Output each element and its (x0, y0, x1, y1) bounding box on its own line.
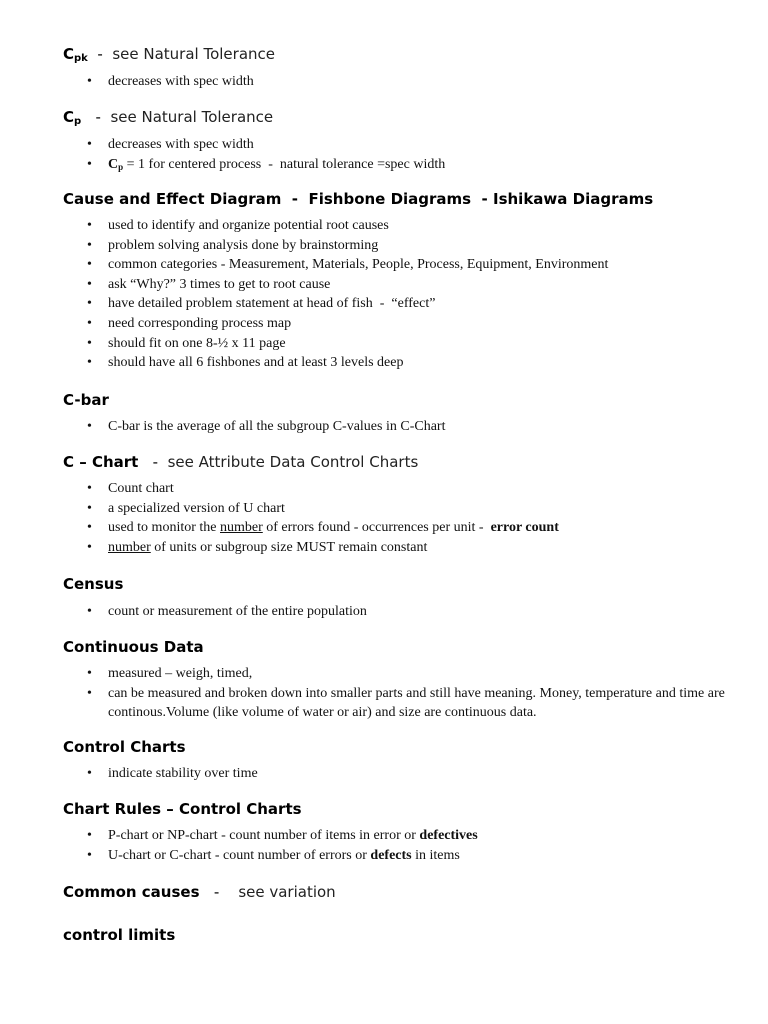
list-item: • Count chart (63, 479, 728, 499)
entry-term: Common causes (63, 883, 200, 901)
list-item: • should fit on one 8-½ x 11 page (63, 334, 728, 354)
bullet-list (63, 826, 728, 865)
entry-term: C – Chart (63, 453, 139, 471)
entry-heading (63, 637, 728, 657)
list-item: • common categories - Measurement, Materials, People, Process, Equipment, Environment (63, 255, 728, 275)
list-item: • decreases with spec width (63, 135, 728, 155)
entry-heading: Cp - see Natural Tolerance (63, 108, 274, 127)
list-item: • should have all 6 fishbones and at least 3 levels deep (63, 353, 728, 373)
list-item: • decreases with spec width (63, 72, 728, 92)
entry-cause-and-effect (63, 189, 728, 373)
entry-heading (63, 799, 728, 819)
bullet-list (63, 602, 728, 622)
list-item: • count or measurement of the entire population (63, 602, 728, 622)
entry-control-limits (63, 925, 728, 945)
bullet-list (63, 417, 728, 437)
list-item: • indicate stability over time (63, 764, 728, 784)
entry-term: Cpk (63, 45, 88, 64)
entry-heading (63, 574, 728, 594)
entry-continuous-data (63, 637, 728, 723)
entry-cpk (63, 44, 728, 92)
bullet-list (63, 479, 728, 557)
entry-reference: see variation (238, 883, 336, 901)
entry-reference: see Natural Tolerance (112, 45, 275, 63)
list-item: • need corresponding process map (63, 314, 728, 334)
list-item: • P-chart or NP-chart - count number of items in error or defectives (63, 826, 728, 846)
entry-c-chart (63, 452, 728, 557)
entry-term: Chart Rules – Control Charts (63, 800, 302, 818)
entry-term: Cause and Effect Diagram - Fishbone Diagrams - Ishikawa Diagrams (63, 190, 654, 208)
entry-census (63, 574, 728, 622)
list-item: • ask “Why?” 3 times to get to root cause (63, 275, 728, 295)
list-item: • a specialized version of U chart (63, 499, 728, 519)
entry-term: Control Charts (63, 738, 186, 756)
entry-term: Census (63, 575, 124, 593)
entry-c-bar (63, 390, 728, 437)
list-item: • have detailed problem statement at head of fish - “effect” (63, 294, 728, 314)
bullet-list (63, 664, 728, 723)
entry-heading (63, 390, 728, 410)
list-item: • can be measured and broken down into smaller parts and still have meaning. Money, temperature and time are continous.Volume (like volume of water or air) and size are continuous data. (63, 684, 728, 723)
entry-term: Continuous Data (63, 638, 204, 656)
entry-chart-rules (63, 799, 728, 865)
entry-heading: C – Chart - see Attribute Data Control Charts (63, 453, 419, 471)
bullet-list (63, 216, 728, 373)
entry-reference: see Natural Tolerance (110, 108, 274, 126)
list-item: • measured – weigh, timed, (63, 664, 728, 684)
bullet-list (63, 135, 728, 177)
entry-term: Cp (63, 108, 82, 127)
list-item: • used to monitor the number of errors found - occurrences per unit - error count (63, 518, 728, 538)
entry-heading: Common causes - see variation (63, 883, 336, 901)
entry-term: control limits (63, 926, 176, 944)
list-item: • U-chart or C-chart - count number of errors or defects in items (63, 846, 728, 866)
list-item: • used to identify and organize potential root causes (63, 216, 728, 236)
entry-heading: Cpk - see Natural Tolerance (63, 45, 275, 64)
entry-cp (63, 107, 728, 177)
entry-common-causes (63, 882, 728, 902)
list-item: • C-bar is the average of all the subgroup C-values in C-Chart (63, 417, 728, 437)
entry-heading (63, 737, 728, 757)
bullet-list (63, 764, 728, 784)
entry-control-charts (63, 737, 728, 784)
entry-reference: see Attribute Data Control Charts (167, 453, 419, 471)
entry-heading (63, 925, 728, 945)
list-item: • Cp = 1 for centered process - natural tolerance =spec width (63, 155, 728, 178)
list-item: • problem solving analysis done by brainstorming (63, 236, 728, 256)
entry-term: C-bar (63, 391, 109, 409)
bullet-list (63, 72, 728, 92)
entry-heading (63, 189, 728, 209)
list-item: • number of units or subgroup size MUST remain constant (63, 538, 728, 558)
